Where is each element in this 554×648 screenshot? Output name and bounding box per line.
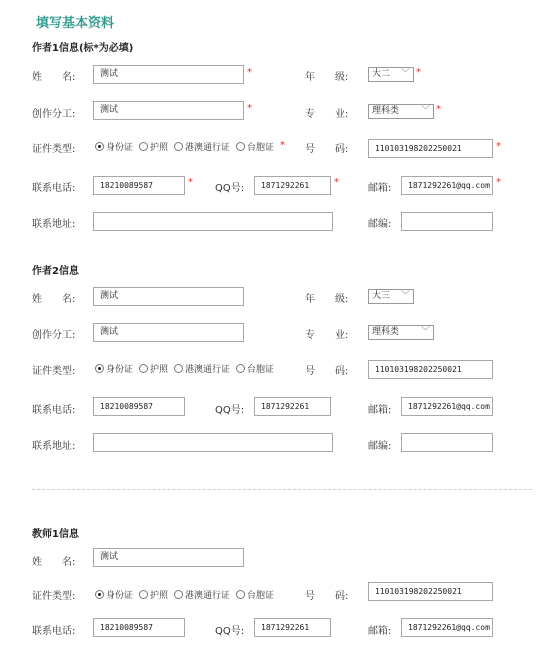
author1-qq-label: QQ号: <box>215 183 245 194</box>
radio-checked-icon <box>95 590 104 599</box>
radio-icon <box>174 364 183 373</box>
author2-email-label: 邮箱: <box>368 405 392 416</box>
author2-role-label: 创作分工: <box>32 330 76 341</box>
author1-idtype-tw[interactable]: 台胞证 <box>236 140 274 153</box>
author1-name-input[interactable]: 测试 <box>93 65 244 84</box>
author2-heading: 作者2信息 <box>32 266 79 277</box>
author1-phone-input[interactable]: 18210089587 <box>93 176 185 195</box>
author1-role-input[interactable]: 测试 <box>93 101 244 120</box>
author1-idtype-required: * <box>280 140 285 151</box>
teacher1-idnumber-label: 号 码: <box>305 591 349 602</box>
author2-zip-input[interactable] <box>401 433 493 452</box>
author1-address-label: 联系地址: <box>32 219 76 230</box>
author1-grade-label: 年 级: <box>305 72 349 83</box>
radio-icon <box>139 590 148 599</box>
author1-idnumber-input[interactable]: 110103198202250021 <box>368 139 493 158</box>
author1-idnumber-required: * <box>496 141 501 152</box>
author1-heading: 作者1信息(标*为必填) <box>32 43 134 54</box>
author1-major-label: 专 业: <box>305 109 349 120</box>
author1-email-label: 邮箱: <box>368 183 392 194</box>
teacher1-qq-input[interactable]: 1871292261 <box>254 618 331 637</box>
radio-icon <box>139 142 148 151</box>
author1-role-required: * <box>247 103 252 114</box>
author2-qq-label: QQ号: <box>215 405 245 416</box>
author2-phone-label: 联系电话: <box>32 405 76 416</box>
author1-email-input[interactable]: 1871292261@qq.com <box>401 176 493 195</box>
section-divider <box>32 489 532 490</box>
author1-idtype-idcard[interactable]: 身份证 <box>95 140 133 153</box>
author1-qq-required: * <box>334 177 339 188</box>
author2-idtype-passport[interactable]: 护照 <box>139 362 168 375</box>
author1-grade-value: 大二 <box>372 69 391 79</box>
chevron-down-icon: ﹀ <box>400 291 410 301</box>
chevron-down-icon: ﹀ <box>420 106 430 116</box>
author2-idtype-label: 证件类型: <box>32 366 76 377</box>
teacher1-idtype-label: 证件类型: <box>32 591 76 602</box>
teacher1-idtype-idcard[interactable]: 身份证 <box>95 588 133 601</box>
teacher1-idtype-hk[interactable]: 港澳通行证 <box>174 588 230 601</box>
teacher1-idtype-passport[interactable]: 护照 <box>139 588 168 601</box>
author1-grade-required: * <box>416 67 421 78</box>
author2-email-input[interactable]: 1871292261@qq.com <box>401 397 493 416</box>
radio-icon <box>139 364 148 373</box>
author2-address-input[interactable] <box>93 433 333 452</box>
author1-qq-input[interactable]: 1871292261 <box>254 176 331 195</box>
author2-address-label: 联系地址: <box>32 441 76 452</box>
chevron-down-icon: ﹀ <box>420 327 430 337</box>
chevron-down-icon: ﹀ <box>400 69 410 79</box>
author2-major-value: 理科类 <box>372 327 400 337</box>
teacher1-name-input[interactable]: 测试 <box>93 548 244 567</box>
author1-email-required: * <box>496 177 501 188</box>
author1-phone-required: * <box>188 177 193 188</box>
teacher1-heading: 教师1信息 <box>32 529 79 540</box>
author2-phone-input[interactable]: 18210089587 <box>93 397 185 416</box>
author1-idnumber-label: 号 码: <box>305 144 349 155</box>
author2-major-label: 专 业: <box>305 330 349 341</box>
radio-checked-icon <box>95 364 104 373</box>
author1-name-label: 姓 名: <box>32 72 76 83</box>
author1-role-label: 创作分工: <box>32 109 76 120</box>
author2-zip-label: 邮编: <box>368 441 392 452</box>
author1-address-input[interactable] <box>93 212 333 231</box>
author1-idtype-passport[interactable]: 护照 <box>139 140 168 153</box>
author2-idnumber-input[interactable]: 110103198202250021 <box>368 360 493 379</box>
radio-icon <box>236 590 245 599</box>
radio-icon <box>236 364 245 373</box>
author2-grade-value: 大三 <box>372 291 391 301</box>
author2-idtype-idcard[interactable]: 身份证 <box>95 362 133 375</box>
author1-idtype-label: 证件类型: <box>32 144 76 155</box>
author2-grade-label: 年 级: <box>305 294 349 305</box>
page-title: 填写基本资料 <box>36 16 115 31</box>
author2-qq-input[interactable]: 1871292261 <box>254 397 331 416</box>
author2-idnumber-label: 号 码: <box>305 366 349 377</box>
author1-grade-select[interactable] <box>368 67 414 82</box>
author2-idtype-hk[interactable]: 港澳通行证 <box>174 362 230 375</box>
radio-checked-icon <box>95 142 104 151</box>
radio-icon <box>236 142 245 151</box>
author1-zip-input[interactable] <box>401 212 493 231</box>
radio-icon <box>174 142 183 151</box>
teacher1-idnumber-input[interactable]: 110103198202250021 <box>368 582 493 601</box>
author2-major-select[interactable] <box>368 325 434 340</box>
author2-role-input[interactable]: 测试 <box>93 323 244 342</box>
author2-name-label: 姓 名: <box>32 294 76 305</box>
author2-idtype-tw[interactable]: 台胞证 <box>236 362 274 375</box>
teacher1-qq-label: QQ号: <box>215 626 245 637</box>
teacher1-email-input[interactable]: 1871292261@qq.com <box>401 618 493 637</box>
author1-major-required: * <box>436 104 441 115</box>
author1-major-value: 理科类 <box>372 106 400 116</box>
teacher1-phone-label: 联系电话: <box>32 626 76 637</box>
author1-major-select[interactable] <box>368 104 434 119</box>
teacher1-name-label: 姓 名: <box>32 557 76 568</box>
teacher1-phone-input[interactable]: 18210089587 <box>93 618 185 637</box>
teacher1-idtype-tw[interactable]: 台胞证 <box>236 588 274 601</box>
author1-phone-label: 联系电话: <box>32 183 76 194</box>
author1-idtype-hk[interactable]: 港澳通行证 <box>174 140 230 153</box>
author2-grade-select[interactable] <box>368 289 414 304</box>
radio-icon <box>174 590 183 599</box>
author1-name-required: * <box>247 67 252 78</box>
author2-name-input[interactable]: 测试 <box>93 287 244 306</box>
teacher1-email-label: 邮箱: <box>368 626 392 637</box>
author1-zip-label: 邮编: <box>368 219 392 230</box>
